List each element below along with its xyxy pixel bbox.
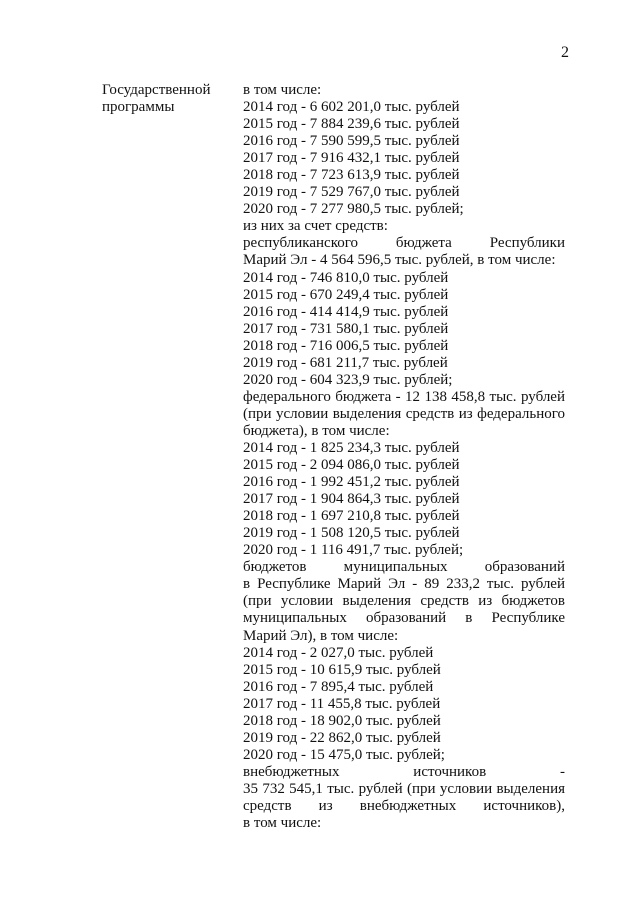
text-line: 2017 год - 7 916 432,1 тыс. рублей	[243, 150, 460, 167]
text-line: (при условии выделения средств из федерального	[243, 405, 565, 422]
text-line: 2020 год - 604 323,9 тыс. рублей;	[243, 371, 453, 388]
text-line: федерального бюджета - 12 138 458,8 тыс. рублей	[243, 388, 565, 405]
text-line: 2019 год - 7 529 767,0 тыс. рублей	[243, 184, 460, 201]
text-line: в том числе:	[243, 815, 322, 832]
text-line: 2015 год - 10 615,9 тыс. рублей	[243, 661, 441, 678]
text-line: 2015 год - 670 249,4 тыс. рублей	[243, 286, 449, 303]
text-line: внебюджетных источников -	[243, 763, 565, 780]
text-line: 2015 год - 7 884 239,6 тыс. рублей	[243, 116, 460, 133]
field-label	[102, 82, 232, 116]
text-line: 35 732 545,1 тыс. рублей (при условии выделения	[243, 780, 565, 797]
text-line: бюджетов муниципальных образований	[243, 559, 565, 576]
text-line: 2018 год - 1 697 210,8 тыс. рублей	[243, 508, 460, 525]
text-line: Марий Эл), в том числе:	[243, 627, 399, 644]
text-line: 2016 год - 7 590 599,5 тыс. рублей	[243, 133, 460, 150]
text-line: 2016 год - 414 414,9 тыс. рублей	[243, 303, 449, 320]
text-line: Марий Эл - 4 564 596,5 тыс. рублей, в том числе:	[243, 252, 556, 269]
text-line: 2014 год - 746 810,0 тыс. рублей	[243, 269, 449, 286]
page-number: 2	[561, 44, 569, 61]
text-line: 2018 год - 7 723 613,9 тыс. рублей	[243, 167, 460, 184]
funding-details	[243, 82, 565, 832]
text-line: средств из внебюджетных источников),	[243, 797, 565, 814]
text-line: муниципальных образований в Республике	[243, 610, 565, 627]
text-line: 2018 год - 716 006,5 тыс. рублей	[243, 337, 449, 354]
text-line: 2015 год - 2 094 086,0 тыс. рублей	[243, 457, 460, 474]
text-line: 2014 год - 1 825 234,3 тыс. рублей	[243, 439, 460, 456]
text-line: 2014 год - 6 602 201,0 тыс. рублей	[243, 99, 460, 116]
text-line: 2017 год - 731 580,1 тыс. рублей	[243, 320, 449, 337]
text-line: 2017 год - 11 455,8 тыс. рублей	[243, 695, 441, 712]
text-line: 2019 год - 1 508 120,5 тыс. рублей	[243, 525, 460, 542]
text-line: 2020 год - 7 277 980,5 тыс. рублей;	[243, 201, 464, 218]
text-line: в Республике Марий Эл - 89 233,2 тыс. рублей	[243, 576, 565, 593]
text-line: республиканского бюджета Республики	[243, 235, 565, 252]
text-line: 2019 год - 22 862,0 тыс. рублей	[243, 729, 441, 746]
text-line: 2017 год - 1 904 864,3 тыс. рублей	[243, 491, 460, 508]
text-line: из них за счет средств:	[243, 218, 388, 235]
text-line: 2016 год - 1 992 451,2 тыс. рублей	[243, 474, 460, 491]
text-line: 2019 год - 681 211,7 тыс. рублей	[243, 354, 448, 371]
text-line: 2018 год - 18 902,0 тыс. рублей	[243, 712, 441, 729]
text-line: (при условии выделения средств из бюджетов	[243, 593, 565, 610]
text-line: в том числе:	[243, 82, 322, 98]
text-line: 2020 год - 1 116 491,7 тыс. рублей;	[243, 542, 464, 559]
field-label-line: Государственной	[102, 82, 211, 98]
text-line: 2020 год - 15 475,0 тыс. рублей;	[243, 746, 445, 763]
text-line: бюджета), в том числе:	[243, 422, 390, 439]
text-line: 2014 год - 2 027,0 тыс. рублей	[243, 644, 434, 661]
field-label-line: программы	[102, 99, 175, 115]
text-line: 2016 год - 7 895,4 тыс. рублей	[243, 678, 434, 695]
